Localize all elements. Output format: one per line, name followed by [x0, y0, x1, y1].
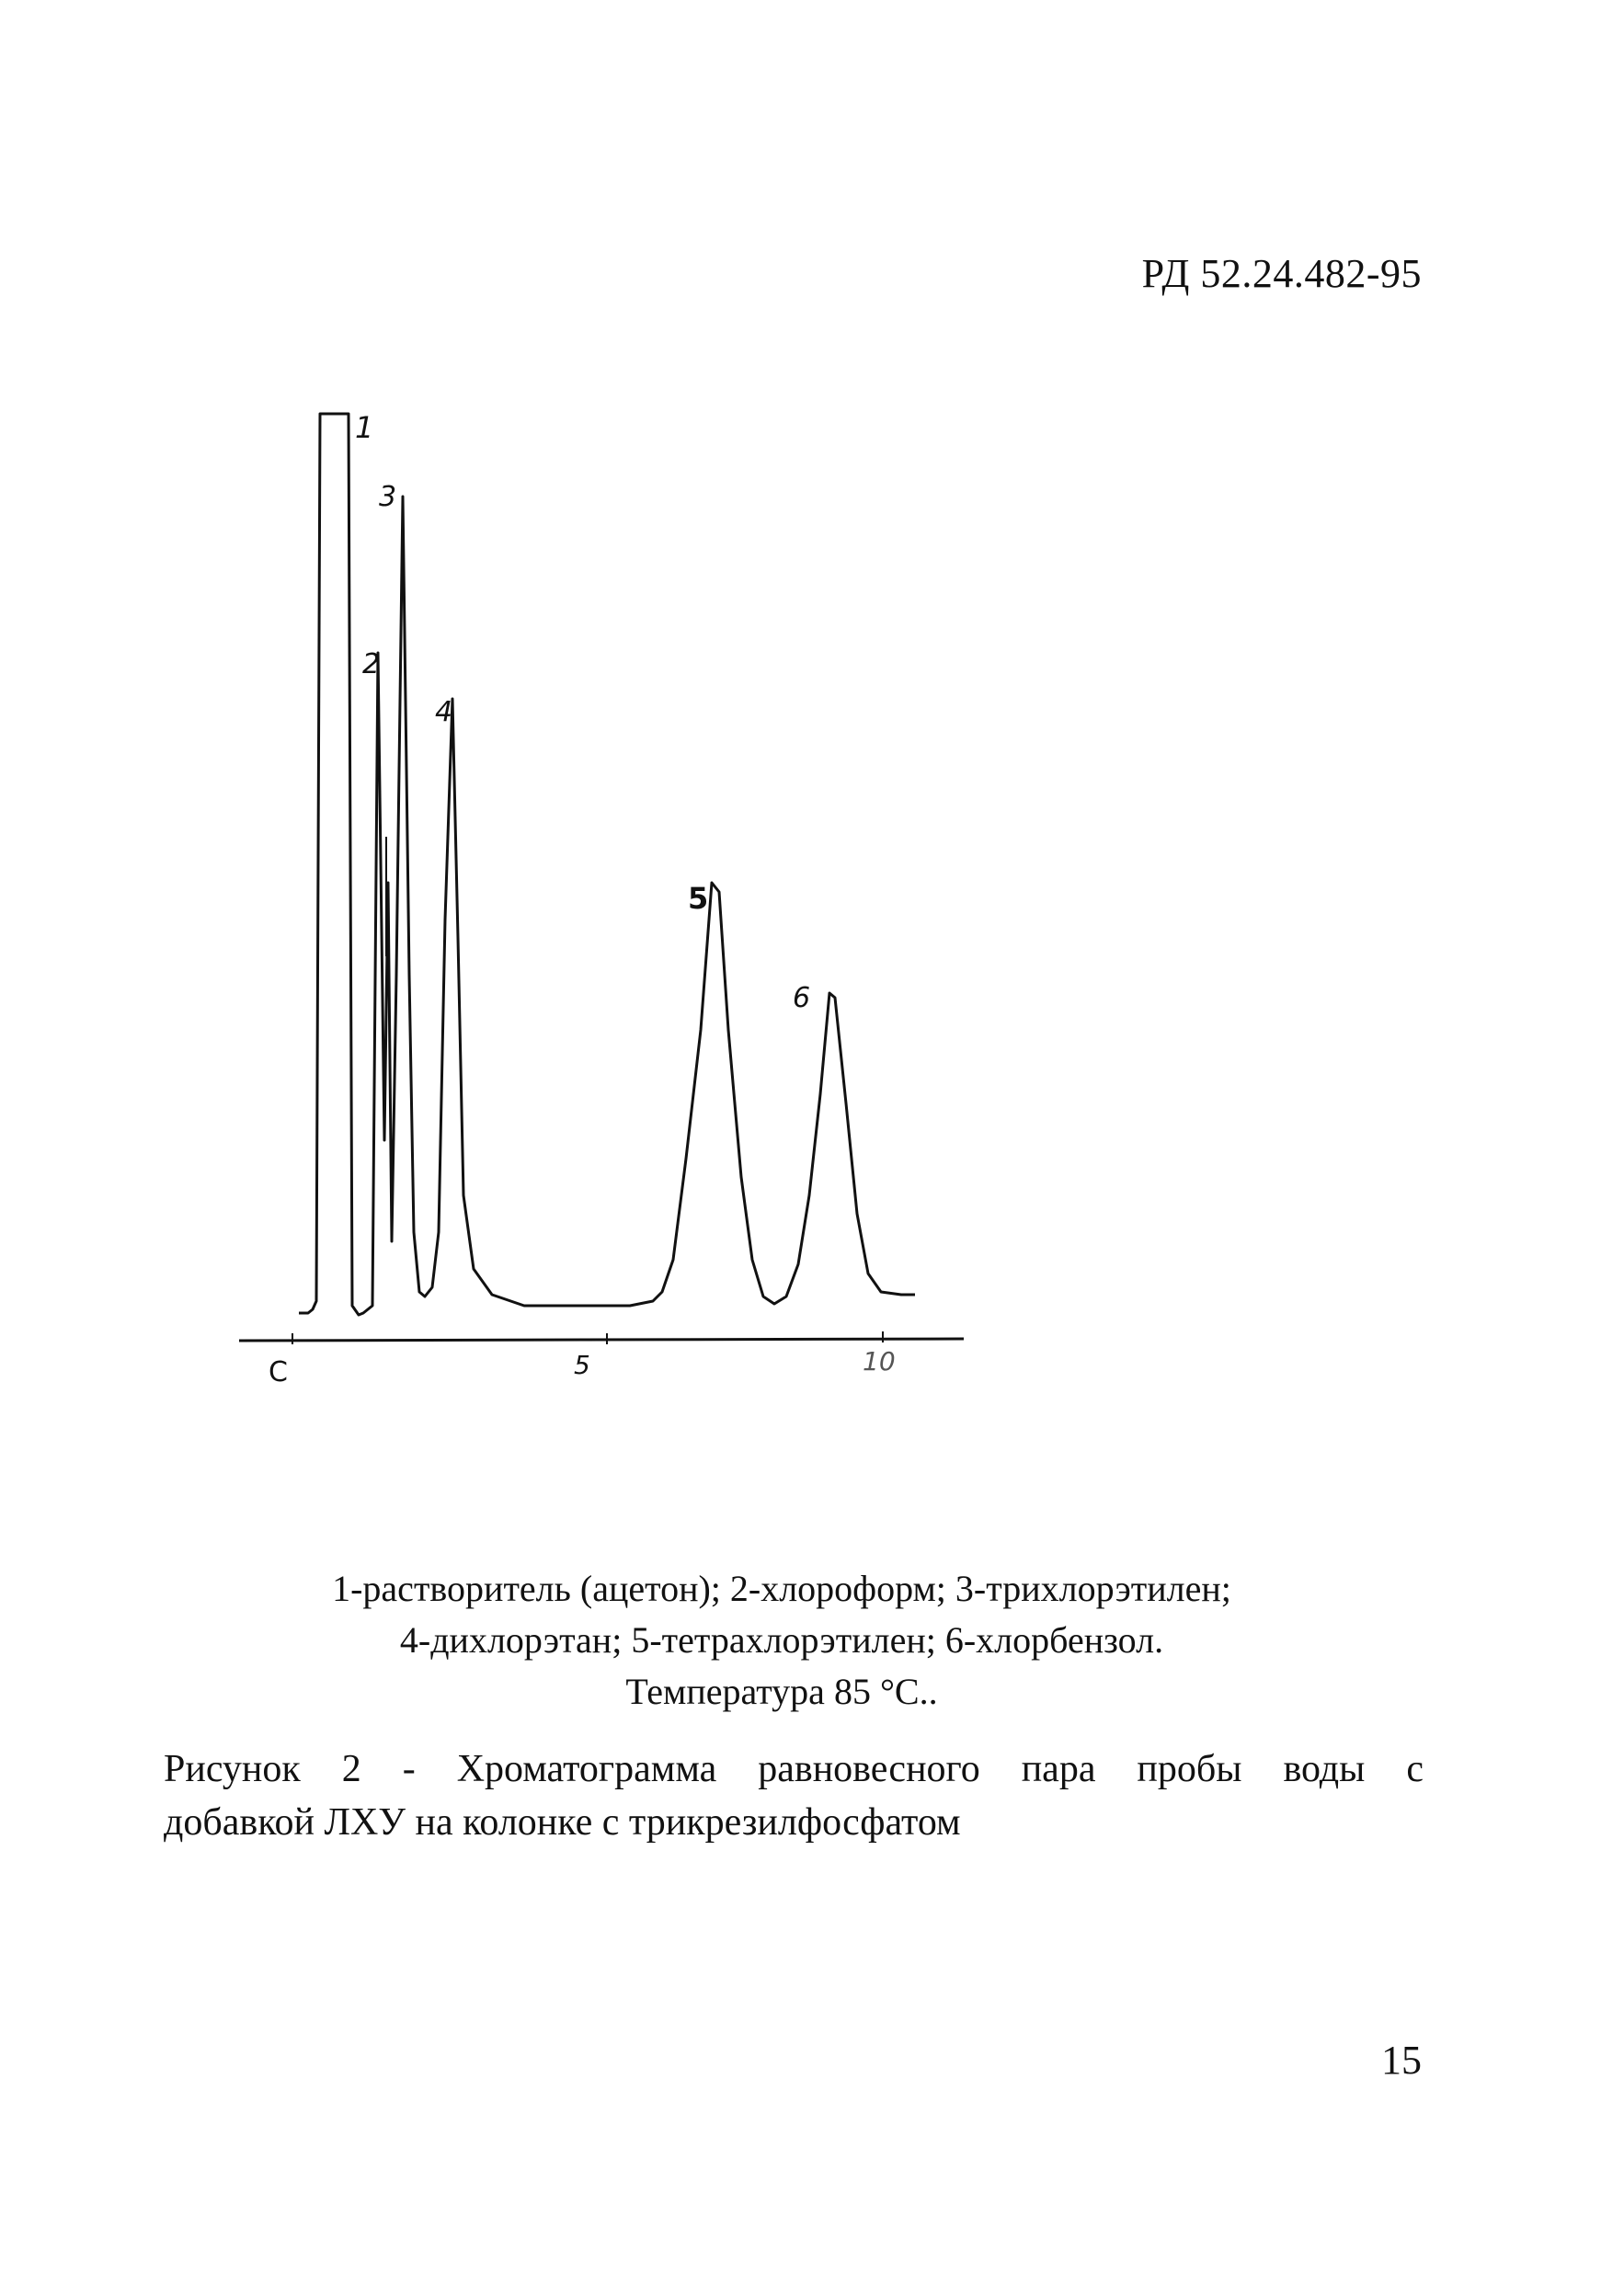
- document-code: РД 52.24.482-95: [1141, 251, 1422, 296]
- page-number: 15: [1381, 2038, 1422, 2083]
- peak-label-6: 6: [793, 982, 811, 1014]
- peak-label-5: 5: [688, 881, 709, 916]
- peak-label-3: 3: [379, 481, 397, 513]
- legend-line-2: 4-дихлорэтан; 5-тетрахлорэтилен; 6-хлорбензол.: [399, 1619, 1164, 1661]
- axis-tick-label-0: С: [269, 1356, 288, 1388]
- figure-caption: [164, 1742, 1424, 1849]
- caption-line-1: Рисунок 2 - Хроматограмма равновесного пара пробы воды с: [164, 1748, 1424, 1790]
- chromatogram-figure: [221, 405, 1048, 1444]
- axis-tick-label-10: 10: [863, 1346, 896, 1376]
- legend-line-3: Температура 85 °С..: [625, 1671, 938, 1712]
- time-axis: [239, 1339, 964, 1341]
- legend-line-1: 1-растворитель (ацетон); 2-хлороформ; 3-трихлорэтилен;: [332, 1568, 1231, 1609]
- peak-label-2: 2: [362, 648, 381, 680]
- figure-legend: [184, 1563, 1379, 1718]
- chromatogram-trace: [299, 414, 915, 1315]
- peak-label-4: 4: [435, 696, 453, 728]
- axis-tick-label-5: 5: [574, 1350, 590, 1380]
- chromatogram-svg: [221, 405, 1048, 1444]
- peak-label-1: 1: [355, 410, 374, 445]
- caption-line-2: добавкой ЛХУ на колонке с трикрезилфосфатом: [164, 1801, 961, 1844]
